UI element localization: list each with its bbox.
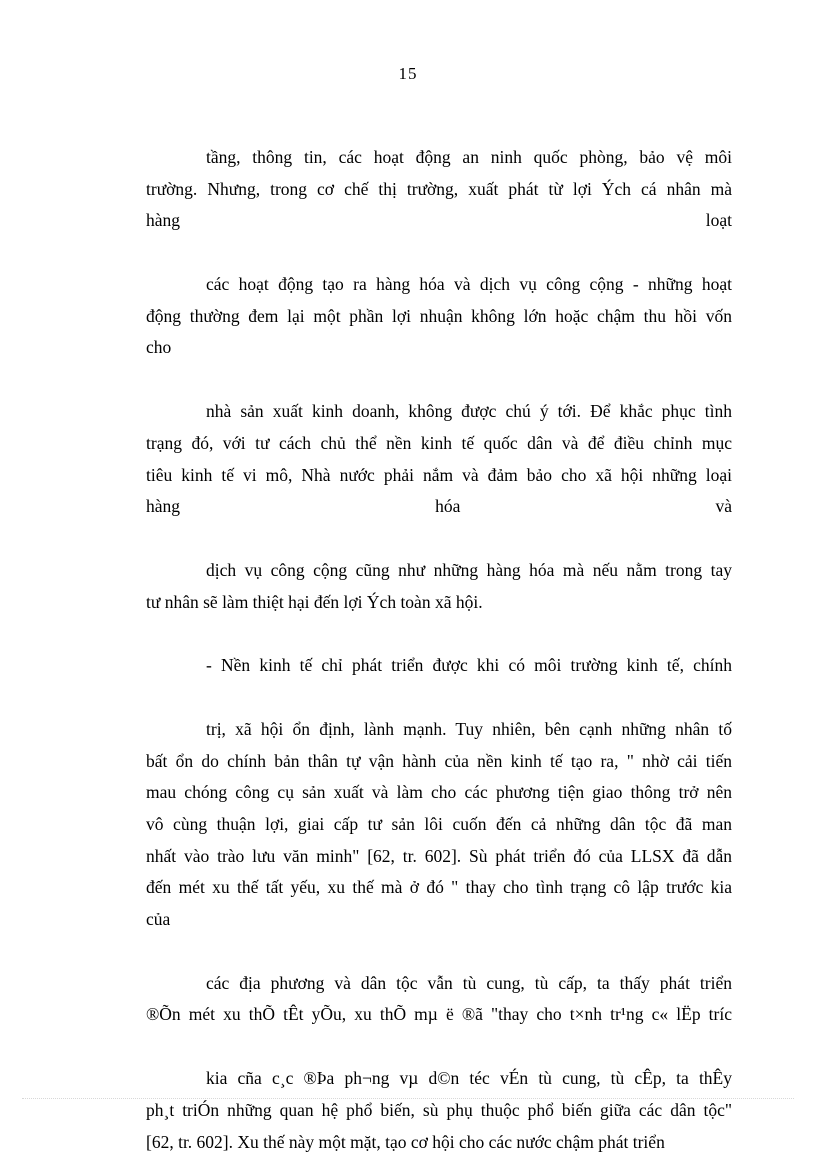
paragraph-gap — [146, 237, 732, 269]
text-line: hàng loạt — [146, 205, 732, 237]
text-line: hàng hóa và — [146, 491, 732, 523]
text-line: ®Õn mét xu thÕ tÊt yÕu, xu thÕ mµ ë ®ã "thay cho t×nh tr¹ng c« lËp tríc — [146, 999, 732, 1031]
text-line: của — [146, 904, 732, 936]
text-line: vô cùng thuận lợi, giai cấp tư sản lôi cuốn đến cả những dân tộc đã man — [146, 809, 732, 841]
text-line: ph¸t triÓn những quan hệ phổ biến, sù phụ thuộc phổ biến giữa các dân tộc" — [146, 1095, 732, 1127]
text-line: động thường đem lại một phần lợi nhuận không lớn hoặc chậm thu hồi vốn — [146, 301, 732, 333]
paragraph-gap — [146, 682, 732, 714]
text-line: - Nền kinh tế chỉ phát triển được khi có môi trường kinh tế, chính — [146, 650, 732, 682]
text-line: nhất vào trào lưu văn minh" [62, tr. 602]. Sù phát triển đó của LLSX đã dẫn — [146, 841, 732, 873]
text-line: đến mét xu thế tất yếu, xu thế mà ở đó " thay cho tình trạng cô lập trước kia — [146, 872, 732, 904]
text-line: trị, xã hội ổn định, lành mạnh. Tuy nhiên, bên cạnh những nhân tố — [146, 714, 732, 746]
text-line: tư nhân sẽ làm thiệt hại đến lợi Ých toàn xã hội. — [146, 587, 732, 619]
page-number: 15 — [0, 64, 816, 84]
page-bottom-divider — [22, 1098, 794, 1099]
text-line: kia cña c¸c ®Þa ph¬ng vµ d©n téc vÉn tù cung, tù cÊp, ta thÊy — [146, 1063, 732, 1095]
paragraph-gap — [146, 364, 732, 396]
text-line: tiêu kinh tế vi mô, Nhà nước phải nắm và đảm bảo cho xã hội những loại — [146, 460, 732, 492]
document-body — [146, 142, 732, 1158]
text-line: [62, tr. 602]. Xu thế này một mặt, tạo cơ hội cho các nước chậm phát triển — [146, 1127, 732, 1158]
paragraph-gap — [146, 936, 732, 968]
text-line: cho — [146, 332, 732, 364]
paragraph-gap — [146, 618, 732, 650]
text-line: trạng đó, với tư cách chủ thể nền kinh tế quốc dân và để điều chỉnh mục — [146, 428, 732, 460]
text-line: các địa phương và dân tộc vẫn tù cung, tù cấp, ta thấy phát triển — [146, 968, 732, 1000]
text-line: dịch vụ công cộng cũng như những hàng hóa mà nếu nằm trong tay — [146, 555, 732, 587]
text-line: bất ổn do chính bản thân tự vận hành của nền kinh tế tạo ra, " nhờ cải tiến — [146, 746, 732, 778]
text-line: trường. Nhưng, trong cơ chế thị trường, xuất phát từ lợi Ých cá nhân mà — [146, 174, 732, 206]
text-line: nhà sản xuất kinh doanh, không được chú ý tới. Để khắc phục tình — [146, 396, 732, 428]
text-line: mau chóng công cụ sản xuất và làm cho các phương tiện giao thông trở nên — [146, 777, 732, 809]
paragraph-gap — [146, 523, 732, 555]
paragraph-gap — [146, 1031, 732, 1063]
text-line: các hoạt động tạo ra hàng hóa và dịch vụ công cộng - những hoạt — [146, 269, 732, 301]
text-line: tầng, thông tin, các hoạt động an ninh quốc phòng, bảo vệ môi — [146, 142, 732, 174]
